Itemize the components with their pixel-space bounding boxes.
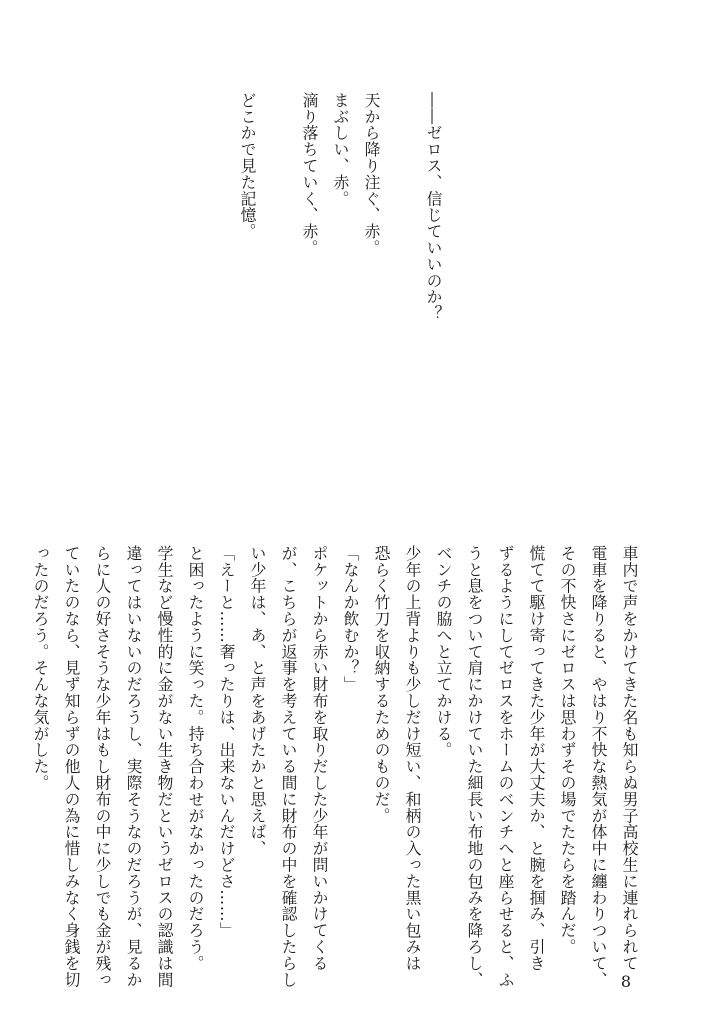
text-line: ずるようにしてゼロスをホームのベンチへと座らせると、ふ bbox=[496, 545, 515, 988]
text-line: その不快さにゼロスは思わずその場でたたらを踏んだ。 bbox=[558, 545, 577, 955]
text-line: い少年は、あ、と声をあげたかと思えば、 bbox=[248, 545, 267, 857]
upper-text-block bbox=[232, 92, 449, 422]
lower-text-block bbox=[25, 545, 645, 988]
text-line: 天から降り注ぐ、赤。 bbox=[362, 92, 381, 256]
text-line: 少年の上背よりも少しだけ短い、和柄の入った黒い包みは bbox=[403, 545, 422, 972]
line-gap bbox=[263, 92, 294, 422]
text-line: ポケットから赤い財布を取りだした少年が問いかけてくる bbox=[310, 545, 329, 972]
text-line: 車内で声をかけてきた名も知らぬ男子高校生に連れられて bbox=[620, 545, 639, 972]
text-line: と困ったように笑った。持ち合わせがなかったのだろう。 bbox=[186, 545, 205, 972]
text-line: うと息をついて肩にかけていた細長い布地の包みを降ろし、 bbox=[465, 545, 484, 988]
text-line: 「えーと……奢ったりは、出来ないんだけどさ……」 bbox=[217, 545, 236, 939]
line-gap bbox=[387, 92, 418, 422]
text-line: まぶしい、赤。 bbox=[331, 92, 350, 207]
text-line: 慌てて駆け寄ってきた少年が大丈夫か、と腕を掴み、引き bbox=[527, 545, 546, 972]
text-line: 恐らく竹刀を収納するためのものだ。 bbox=[372, 545, 391, 824]
text-line: らに人の好さそうな少年はもし財布の中に少しでも金が残っ bbox=[93, 545, 112, 988]
text-line: 「なんか飲むか？」 bbox=[341, 545, 360, 693]
text-line: ――ゼロス、信じていいのか？ bbox=[424, 92, 443, 322]
text-line: 電車を降りると、やはり不快な熱気が体中に纏わりついて、 bbox=[589, 545, 608, 988]
text-line: 滴り落ちていく、赤。 bbox=[300, 92, 319, 256]
text-line: 学生など慢性的に金がない生き物だというゼロスの認識は間 bbox=[155, 545, 174, 988]
text-line: ったのだろう。そんな気がした。 bbox=[31, 545, 50, 791]
text-line: ベンチの脇へと立てかける。 bbox=[434, 545, 453, 759]
text-line: どこかで見た記憶。 bbox=[238, 92, 257, 240]
text-line: ていたのなら、見ず知らずの他人の為に惜しみなく身銭を切 bbox=[62, 545, 81, 988]
page-number: 8 bbox=[620, 972, 631, 991]
text-line: 違ってはいないのだろうし、実際そうなのだろうが、見るか bbox=[124, 545, 143, 988]
text-line: が、こちらが返事を考えている間に財布の中を確認したらし bbox=[279, 545, 298, 988]
